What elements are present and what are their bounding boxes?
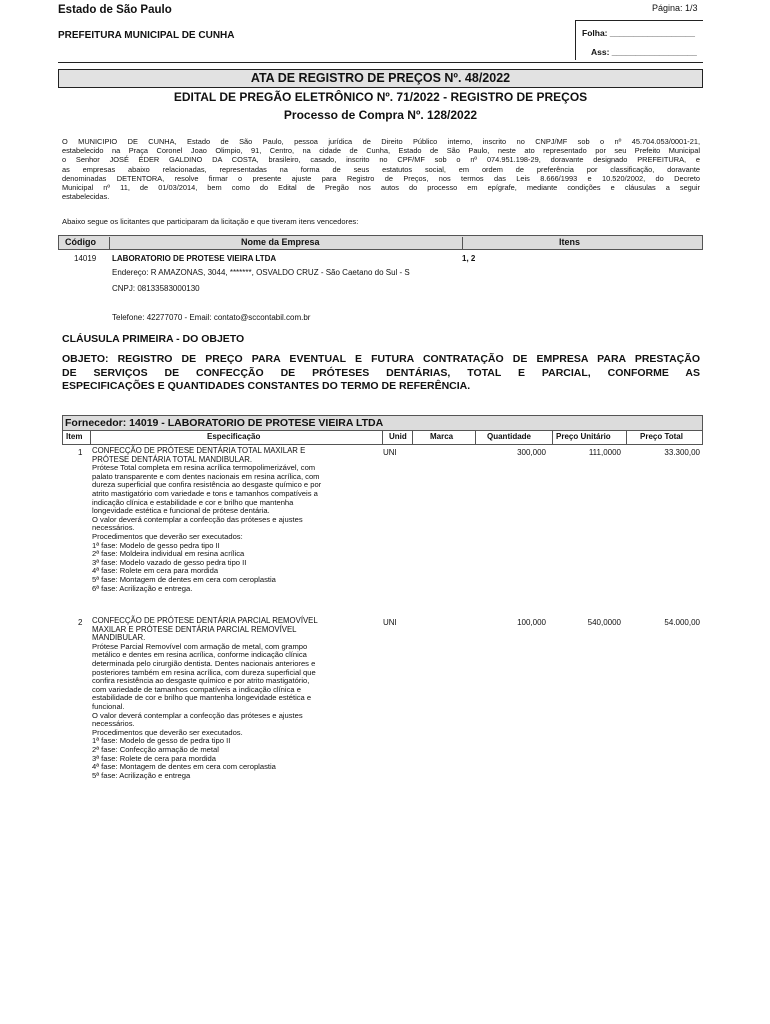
city-hall-name: PREFEITURA MUNICIPAL DE CUNHA [58, 30, 235, 41]
desc-line: com variedade de tamanhos compatíveis a indicação clínica e [92, 684, 301, 694]
desc-line: CONFECÇÃO DE PRÓTESE DENTÁRIA TOTAL MAXILAR E [92, 446, 306, 455]
ata-title: ATA DE REGISTRO DE PREÇOS Nº. 48/2022 [58, 69, 703, 88]
clausula-title: CLÁUSULA PRIMEIRA - DO OBJETO [62, 333, 245, 345]
item-unid: UNI [383, 448, 397, 457]
desc-line: 3ª fase: Rolete de cera para mordida [92, 753, 216, 763]
col-divider [626, 431, 627, 444]
desc-line: Prótese Total completa em resina acrílica termopolimerizável, com [92, 463, 316, 473]
item-number: 2 [78, 618, 83, 627]
desc-line: O valor deverá contemplar a confecção das próteses e ajustes [92, 710, 303, 720]
desc-line: 2ª fase: Confecção armação de metal [92, 744, 219, 754]
intro-line: estabelecido na Praça Coronel Joao Olimpio, 91, Centro, na cidade de Cunha, Estado de São Paulo, neste ato representado por seu Prefeito Municipal [62, 146, 700, 156]
item-number: 1 [78, 448, 83, 457]
col-divider [382, 431, 383, 444]
col-divider [109, 237, 110, 250]
bidder-endereco: Endereço: R AMAZONAS, 3044, *******, OSVALDO CRUZ - São Caetano do Sul - S [112, 268, 410, 277]
desc-line: determinada pelo cirurgião dentista. Dentes nacionais anteriores e [92, 658, 316, 668]
bidder-nome: LABORATORIO DE PROTESE VIEIRA LTDA [112, 254, 277, 263]
col-divider [475, 431, 476, 444]
bidder-itens: 1, 2 [462, 254, 476, 263]
item-description [92, 447, 387, 593]
col-itens: Itens [559, 237, 581, 247]
desc-line: necessários. [92, 523, 135, 533]
bidder-telefone: Telefone: 42277070 - Email: contato@sccontabil.com.br [112, 313, 311, 322]
col-divider [552, 431, 553, 444]
item-preco-total: 33.300,00 [664, 448, 700, 457]
bidder-codigo: 14019 [74, 254, 97, 263]
desc-line: 1ª fase: Modelo de gesso pedra tipo II [92, 540, 220, 550]
page-number: Página: 1/3 [652, 3, 698, 13]
item-preco-unitario: 111,0000 [588, 448, 621, 457]
item-quantidade: 100,000 [517, 618, 546, 627]
desc-line: 5ª fase: Acrilização e entrega [92, 770, 191, 780]
col-divider [412, 431, 413, 444]
col-marca: Marca [430, 432, 454, 441]
desc-line: confira resistência ao desgaste químico e por atrito mastigatório, [92, 676, 310, 686]
ass-label: Ass: __________________ [591, 47, 697, 57]
item-preco-total: 54.000,00 [664, 618, 700, 627]
item-quantidade: 300,000 [517, 448, 546, 457]
intro-line: denominadas DETENTORA, resolve firmar o presente ajuste para Registro de Preços, nos termos das Leis 8.666/1993 e 10.520/2002, do Decreto [62, 173, 700, 183]
col-especificacao: Especificação [207, 432, 261, 441]
desc-line: 6ª fase: Acrilização e entrega. [92, 583, 193, 593]
objeto-line: ESPECIFICAÇÕES E QUANTIDADES CONSTANTES DO TERMO DE REFERÊNCIA. [62, 380, 471, 392]
objeto-text [62, 353, 700, 394]
folha-label: Folha: __________________ [582, 28, 695, 38]
desc-line: CONFECÇÃO DE PRÓTESE DENTÁRIA PARCIAL REMOVÍVEL [92, 616, 318, 625]
objeto-line: OBJETO: REGISTRO DE PREÇO PARA EVENTUAL E FUTURA CONTRATAÇÃO DE EMPRESA PARA PRESTAÇÃO [62, 353, 700, 365]
intro-line: Municipal nº 11, de 01/03/2014, bem como do Edital de Pregão nos autos do processo em epígrafe, mediante condições e cláusulas a seguir [62, 183, 700, 193]
desc-line: 1ª fase: Modelo de gesso de pedra tipo II [92, 736, 231, 746]
processo-title: Processo de Compra Nº. 128/2022 [283, 108, 478, 122]
items-table-header [62, 431, 703, 445]
col-divider [90, 431, 91, 444]
desc-line: Prótese Parcial Removível com armação de metal, com grampo [92, 641, 308, 651]
desc-line: Procedimentos que deverão ser executados. [92, 727, 243, 737]
item-description [92, 617, 387, 780]
item-unid: UNI [383, 618, 397, 627]
col-quantidade: Quantidade [487, 432, 532, 441]
desc-line: longevidade estética e funcional de prótese dentária. [92, 506, 270, 516]
col-divider [462, 237, 463, 250]
intro-line: O MUNICIPIO DE CUNHA, Estado de São Paulo, pessoa jurídica de Direito Público interno, inscrito no CNPJ/MF sob o nº 45.704.053/0001-21, [62, 137, 700, 146]
col-item: Item [66, 432, 83, 441]
desc-line: MANDIBULAR. [92, 633, 146, 643]
col-codigo: Código [65, 237, 96, 247]
desc-line: necessários. [92, 719, 135, 729]
header-divider [58, 62, 703, 63]
desc-line: 5ª fase: Montagem de dentes em cera com ceroplastia [92, 574, 276, 584]
intro-line: o Senhor JOSÉ ÉDER GALDINO DA COSTA, brasileiro, casado, inscrito no CPF/MF sob o nº 074.951.198-29, doravante designado PREFEITURA, e [62, 155, 700, 165]
desc-line: PRÓTESE DENTÁRIA TOTAL MANDIBULAR. [92, 454, 253, 464]
desc-line: indicação clínica e estabilidade e cor e brilho que mantenha [92, 497, 294, 507]
desc-line: dureza superficial que confira resistência ao desgaste químico e por [92, 480, 322, 490]
desc-line: Procedimentos que deverão ser executados: [92, 531, 243, 541]
intro-line: as empresas abaixo relacionadas, representadas na forma de seus estatutos social, em ordem de preferência por classificação, doravante [62, 164, 700, 174]
item-preco-unitario: 540,0000 [587, 618, 621, 627]
state-name: Estado de São Paulo [58, 4, 172, 16]
col-unid: Unid [389, 432, 407, 441]
objeto-line: DE SERVIÇOS DE CONFECÇÃO DE PRÓTESES DENTÁRIAS, TOTAL E PARCIAL, CONFORME AS [62, 366, 700, 379]
col-nome: Nome da Empresa [241, 237, 320, 247]
supplier-bar: Fornecedor: 14019 - LABORATORIO DE PROTESE VIEIRA LTDA [62, 415, 703, 431]
desc-line: posteriores também em resina acrílica, com dureza superficial que [92, 667, 316, 677]
desc-line: palato transparente e com dentes nacionais em resina acrílica, com [92, 471, 320, 481]
desc-line: 2ª fase: Moldeira individual em resina acrílica [92, 549, 245, 559]
desc-line: funcional. [92, 701, 125, 711]
intro-paragraph [62, 137, 700, 201]
col-preco-total: Preço Total [640, 432, 683, 441]
desc-line: metálico e dentes em resina acrílica, conforme indicação clínica [92, 650, 307, 660]
bidders-table-header [58, 235, 703, 250]
desc-line: MAXILAR E PRÓTESE DENTÁRIA PARCIAL REMOVÍVEL [92, 624, 297, 634]
desc-line: 3ª fase: Modelo vazado de gesso pedra tipo II [92, 557, 247, 567]
intro-line: estabelecidas. [62, 192, 110, 202]
desc-line: atrito mastigatório com variedade e tons e tamanhos compatíveis a [92, 488, 318, 498]
desc-line: estabilidade de cor e brilho que mantenha longevidade estética e [92, 693, 312, 703]
edital-title: EDITAL DE PREGÃO ELETRÔNICO Nº. 71/2022 - REGISTRO DE PREÇOS [173, 90, 588, 104]
bidders-intro: Abaixo segue os licitantes que participaram da licitação e que tiveram itens vencedores: [62, 217, 359, 226]
bidder-cnpj: CNPJ: 08133583000130 [112, 284, 200, 293]
folha-box [575, 20, 703, 60]
desc-line: O valor deverá contemplar a confecção das próteses e ajustes [92, 514, 303, 524]
desc-line: 4ª fase: Rolete em cera para mordida [92, 566, 219, 576]
desc-line: 4ª fase: Montagem de dentes em cera com ceroplastia [92, 762, 276, 772]
col-preco-unitario: Preço Unitário [556, 432, 611, 441]
